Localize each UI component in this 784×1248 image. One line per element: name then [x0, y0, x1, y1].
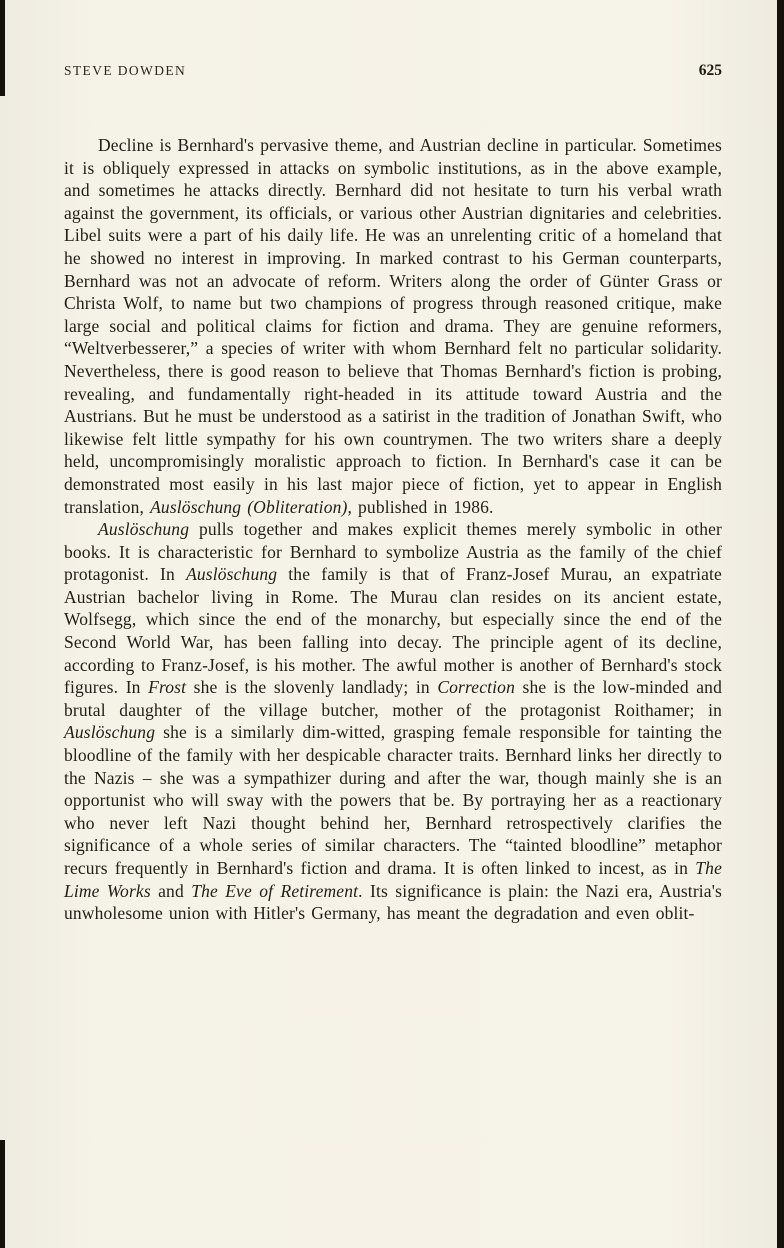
text-run: . Its significance is plain: the Nazi era, Austria's unwholesome union with Hitler's Germany, has meant the degradation and even oblit-: [64, 880, 722, 924]
paragraph: [64, 134, 722, 518]
italic-text-run: Auslöschung (Obliteration): [150, 496, 348, 517]
running-header: [64, 62, 722, 80]
body-text: [64, 134, 722, 925]
text-run: she is the slovenly landlady; in: [186, 677, 438, 698]
text-run: Decline is Bernhard's pervasive theme, and Austrian decline in particular. Sometimes it is obliquely expressed in attacks on symbolic institutions, as in the above example, and sometimes he attacks directly. Bernhard did not hesitate to turn his verbal wrath against the government, its officials, or various other Austrian dignitaries and celebrities. Libel suits were a part of his daily life. He was an unrelenting critic of a homeland that he showed no interest in improving. In marked contrast to his German counterparts, Bernhard was not an advocate of reform. Writers along the order of Günter Grass or Christa Wolf, to name but two champions of progress through reasoned critique, make large social and political claims for fiction and drama. They are genuine reformers, “Weltverbesserer,” a species of writer with whom Bernhard felt no particular solidarity. Nevertheless, there is good reason to believe that Thomas Bernhard's fiction is probing, revealing, and fundamentally right-headed in its attitude toward Austria and the Austrians. But he must be understood as a satirist in the tradition of Jonathan Swift, who likewise felt little sympathy for his own countrymen. The two writers share a deeply held, uncompromisingly moralistic approach to fiction. In Bernhard's case it can be demonstrated most easily in his last major piece of fiction, yet to appear in English translation,: [64, 135, 722, 517]
author-name: STEVE DOWDEN: [64, 63, 187, 78]
italic-text-run: The Eve of Retirement: [191, 880, 359, 901]
text-run: , published in 1986.: [347, 496, 494, 517]
italic-text-run: Auslöschung: [98, 519, 190, 540]
text-run: the family is that of Franz-Josef Murau, an expatriate Austrian bachelor living in Rome. The Murau clan resides on its ancient estate, Wolfsegg, which since the end of the monarchy, but especially since the end of the Second World War, has been falling into decay. The principle agent of its decline, according to Franz-Josef, is his mother. The awful mother is another of Bernhard's stock figures. In: [64, 564, 722, 698]
scan-artifact-left-top: [0, 0, 5, 96]
page-number: 625: [698, 62, 722, 79]
text-run: and: [150, 880, 192, 901]
text-run: she is a similarly dim-witted, grasping female responsible for tainting the bloodline of the family with her despicable character traits. Bernhard links her directly to the Nazis – she was a sympathizer during and after the war, though mainly she is an opportunist who will sway with the powers that be. By portraying her as a reactionary who never left Nazi thought behind her, Bernhard retrospectively clarifies the significance of a whole series of similar characters. The “tainted bloodline” metaphor recurs frequently in Bernhard's fiction and drama. It is often linked to incest, as in: [64, 722, 722, 878]
italic-text-run: Correction: [437, 677, 515, 698]
text-run: she is the low-minded and brutal daughter of the village butcher, mother of the protagonist Roithamer; in: [64, 677, 722, 720]
italic-text-run: Frost: [148, 677, 187, 698]
paragraph: [64, 518, 722, 925]
scan-artifact-left-bottom: [0, 1140, 5, 1248]
italic-text-run: Auslöschung: [64, 722, 156, 743]
scan-artifact-right-edge: [777, 0, 784, 1248]
text-run: pulls together and makes explicit themes merely symbolic in other books. It is characteristic for Bernhard to symbolize Austria as the family of the chief protagonist. In: [64, 519, 722, 585]
italic-text-run: Auslöschung: [186, 564, 278, 585]
italic-text-run: The Lime Works: [64, 858, 722, 901]
